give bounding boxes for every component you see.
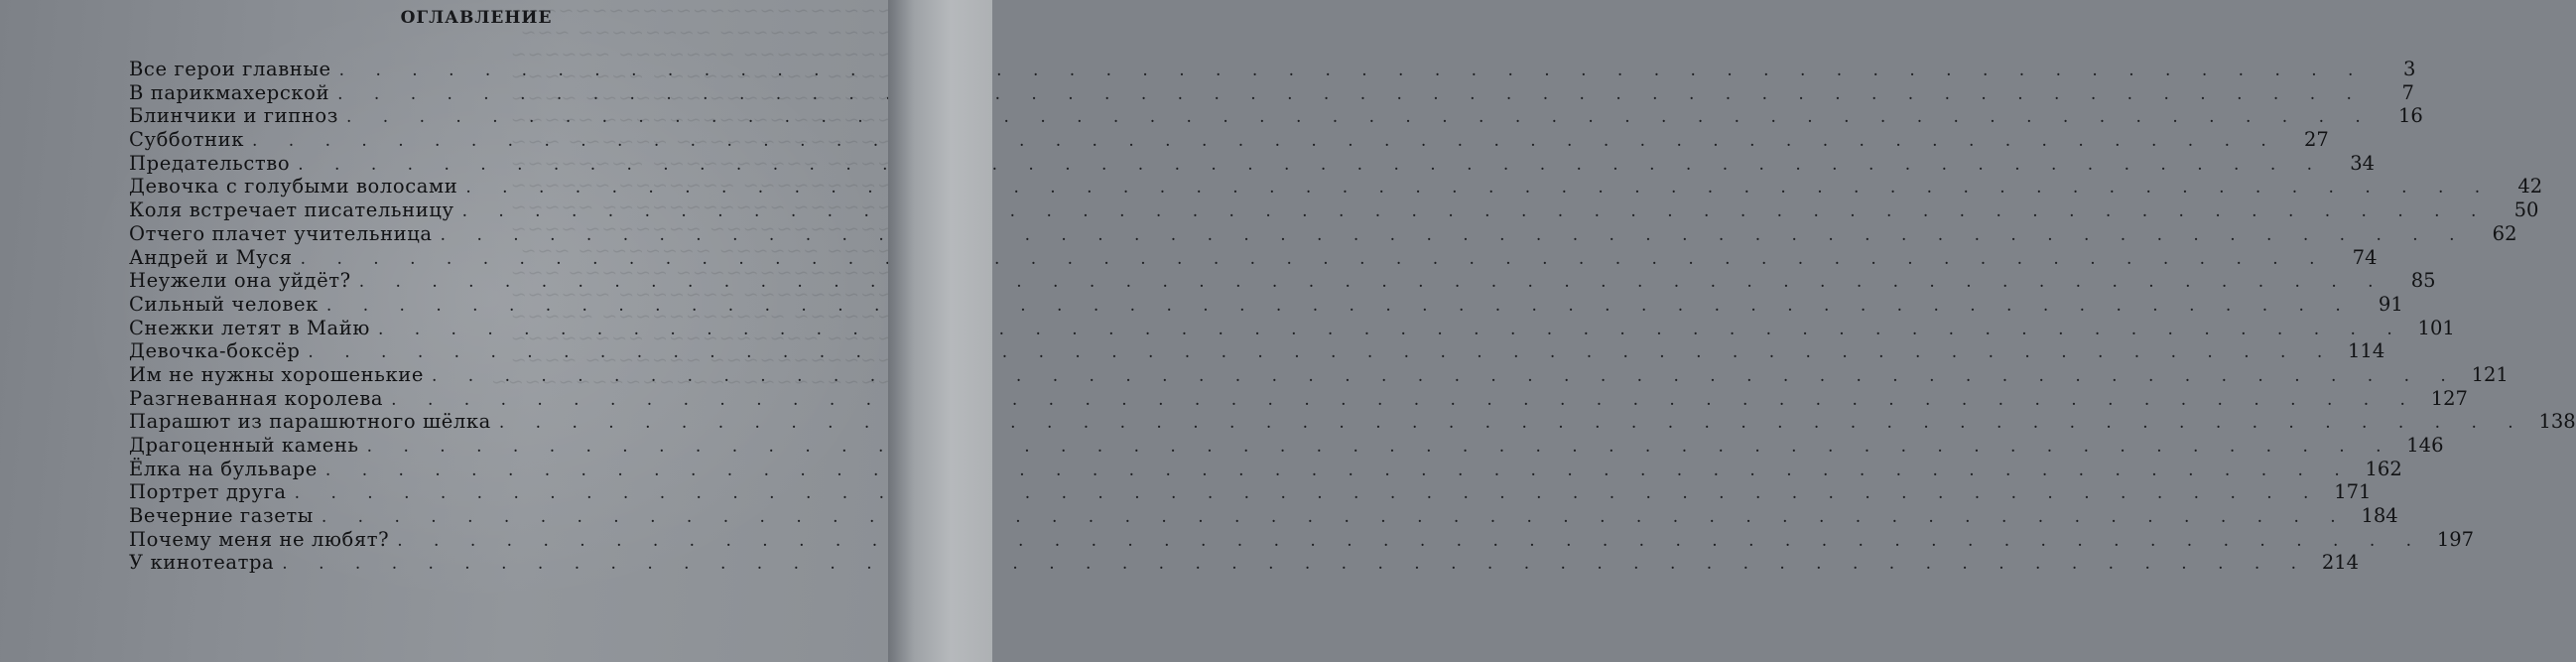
toc-entry — [129, 316, 2455, 340]
toc-entry-title: В парикмахерской — [129, 80, 330, 104]
dot-leader — [346, 106, 2374, 129]
toc-entry-page: 91 — [2378, 292, 2403, 316]
toc-entry-title: У кинотеатра — [129, 551, 275, 575]
toc-entry-title: Блинчики и гипноз — [129, 104, 338, 128]
dot-leader — [322, 506, 2349, 529]
dot-leader — [301, 248, 2328, 271]
toc-entry-page: 7 — [2401, 80, 2414, 104]
toc-entry-page: 74 — [2352, 245, 2378, 269]
toc-entry — [129, 504, 2398, 528]
dot-leader — [282, 553, 2309, 576]
toc-entry-title: Неужели она уйдёт? — [129, 269, 351, 293]
toc-entry-page: 62 — [2492, 221, 2517, 245]
toc-entry — [129, 80, 2414, 105]
toc-entry-page: 101 — [2417, 316, 2455, 339]
toc-entry — [129, 151, 2376, 176]
toc-entry-page: 171 — [2334, 480, 2372, 504]
toc-entry-page: 3 — [2403, 58, 2416, 80]
toc-entry-title: Девочка-боксёр — [129, 339, 301, 363]
toc-heading: ОГЛАВЛЕНИЕ — [400, 8, 553, 28]
toc-entry — [129, 58, 2416, 81]
toc-entry — [129, 480, 2372, 504]
dot-leader — [499, 412, 2526, 435]
toc-entry — [129, 292, 2403, 317]
toc-entry — [129, 527, 2475, 552]
toc-entry — [129, 362, 2509, 387]
toc-entry-title: Им не нужны хорошенькие — [129, 362, 424, 386]
toc-entry — [129, 339, 2385, 363]
toc-entry-title: Девочка с голубыми волосами — [129, 175, 458, 199]
toc-entry-page: 121 — [2471, 362, 2509, 386]
dot-leader — [337, 83, 2365, 106]
toc-entry-page: 138 — [2538, 410, 2576, 434]
dot-leader — [359, 271, 2386, 294]
toc-entry-title: Ёлка на бульваре — [129, 457, 318, 480]
dot-leader — [397, 530, 2424, 553]
dot-leader — [308, 341, 2335, 364]
toc-entry-page: 114 — [2348, 339, 2385, 363]
next-page-edge — [888, 0, 992, 662]
dot-leader — [432, 365, 2459, 388]
toc-entry-page: 214 — [2321, 551, 2360, 575]
toc-entry-title: Сильный человек — [129, 292, 319, 316]
bleed-through-text: ~~~~~~~~~~~~~~~~~~~~~~~~ ~~~~ ~~~~~~ ~~~~~~~~ ~~~ ~~~~~~~~~ ~~~~~~~ ~~~~~~ ~~~~ ~~~~~~~~~~ ~~~~~~~~ ~~~~~~~~~~~ ~~~~~~~ ~~~~ ~~~~~~ ~~~~~~~~~~~ ~~~~~ ~~~~~~~~~~~~~ ~~~~~~ ~~~ ~~~~ ~~~~~~~~~~ ~~~~~~~~ ~~~~~~~~~ ~~~~~~~ ~~~~~~ ~~~~~~ ~~~~~~~~~~~ ~~~~~ ~~~~~~~~~~~ ~~~~~~~ ~~~~ ~~~~ ~~~~~~ ~~~~~~~~ ~~~ ~~~~~~~~~~~~~ ~~~~~~ ~~~ ~~~~~~~~~ ~~~~~~~ ~~~~~~ ~~~~~~ ~~~~~~~~~~~ ~~~~~ ~~~~ ~~~~~~~~~~ ~~~~~~~~ ~~~~~~~~~~~ ~~~~~~~ ~~~~ ~~~~~~~~~~~~~~~~~~~~~~~~ — [489, 0, 893, 393]
toc-entry — [129, 221, 2517, 246]
toc-entry-title: Вечерние газеты — [129, 504, 314, 528]
toc-entry-page: 16 — [2397, 104, 2423, 128]
toc-entry-page: 85 — [2410, 269, 2436, 293]
dot-leader — [298, 154, 2325, 177]
toc-entry — [129, 269, 2436, 293]
toc-entry-title: Парашют из парашютного шёлка — [129, 410, 491, 434]
toc-entry-page: 146 — [2406, 434, 2444, 457]
toc-entry-page: 127 — [2430, 386, 2468, 410]
toc-entry — [129, 245, 2378, 270]
toc-entry-page: 197 — [2436, 527, 2475, 551]
toc-entry-title: Все герои главные — [129, 58, 331, 80]
toc-entry-page: 27 — [2303, 128, 2329, 152]
toc-entry — [129, 457, 2402, 481]
toc-entry-page: 184 — [2361, 504, 2398, 528]
toc-entry-page: 34 — [2350, 151, 2376, 175]
toc-entry-title: Почему меня не любят? — [129, 527, 390, 551]
table-of-contents — [129, 58, 2576, 575]
dot-leader — [295, 482, 2322, 505]
toc-entry-title: Снежки летят в Майю — [129, 316, 370, 339]
dot-leader — [462, 200, 2490, 223]
toc-entry-title: Драгоценный камень — [129, 434, 359, 457]
toc-entry-page: 50 — [2513, 199, 2539, 222]
dot-leader — [378, 319, 2405, 341]
toc-entry-page: 42 — [2517, 175, 2543, 199]
dot-leader — [465, 177, 2493, 199]
toc-entry — [129, 128, 2329, 152]
toc-entry — [129, 551, 2360, 575]
toc-entry-page: 162 — [2365, 457, 2402, 480]
toc-entry-title: Портрет друга — [129, 480, 287, 504]
dot-leader — [325, 460, 2353, 482]
dot-leader — [391, 389, 2418, 412]
toc-entry-title: Предательство — [129, 151, 291, 175]
toc-entry-title: Андрей и Муся — [129, 245, 293, 269]
toc-entry — [129, 104, 2423, 128]
dot-leader — [326, 295, 2354, 318]
toc-entry-title: Отчего плачет учительница — [129, 221, 433, 245]
toc-entry-title: Разгневанная королева — [129, 386, 384, 410]
toc-entry-title: Коля встречает писательницу — [129, 199, 454, 222]
toc-entry-title: Субботник — [129, 128, 244, 152]
toc-entry — [129, 434, 2444, 458]
dot-leader — [252, 130, 2279, 153]
dot-leader — [367, 436, 2394, 459]
dot-leader — [441, 224, 2468, 247]
toc-entry — [129, 175, 2543, 199]
toc-entry — [129, 199, 2539, 222]
toc-entry — [129, 410, 2576, 434]
dot-leader — [339, 60, 2367, 82]
toc-entry — [129, 386, 2468, 411]
